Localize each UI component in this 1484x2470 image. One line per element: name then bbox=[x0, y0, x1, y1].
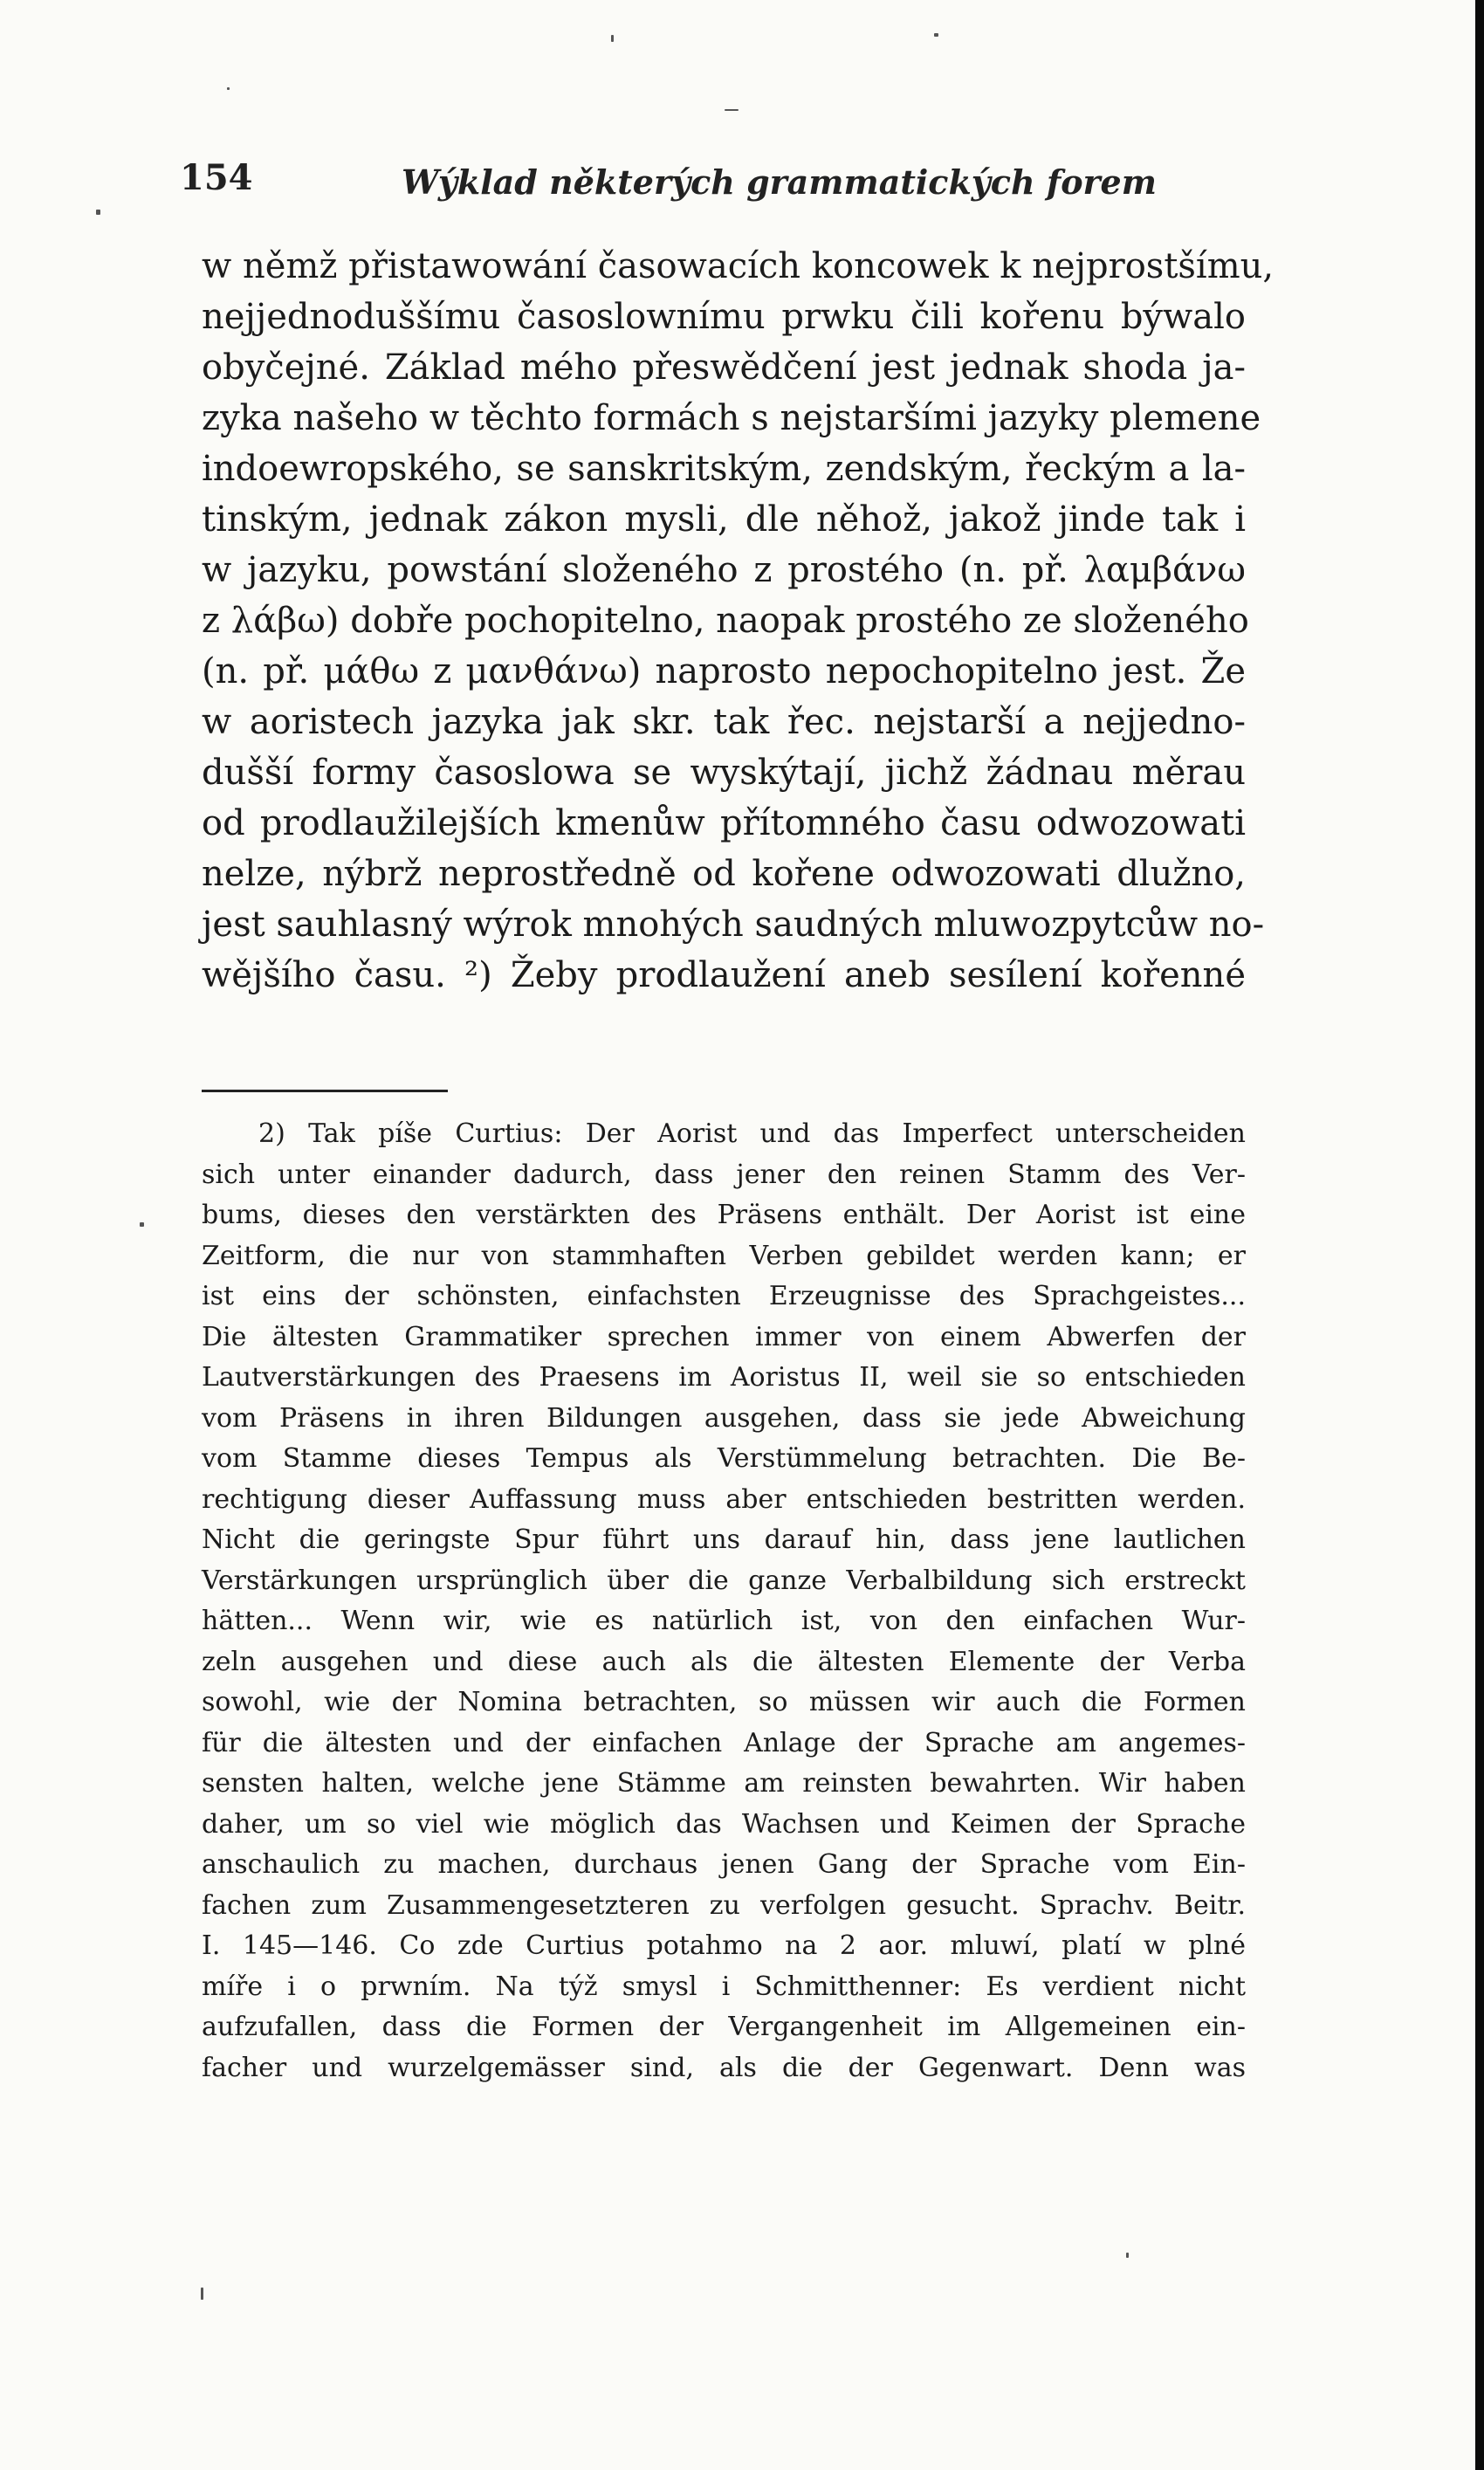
footnote-line: sowohl, wie der Nomina betrachten, so müssen wir auch die Formen bbox=[202, 1687, 1246, 1717]
body-line: od prodlaužilejších kmenůw přítomného času odwozowati bbox=[202, 803, 1246, 843]
body-line: wějšího času. ²) Žeby prodlaužení aneb sesílení kořenné bbox=[202, 955, 1246, 995]
page-number: 154 bbox=[180, 157, 253, 198]
body-line: dušší formy časoslowa se wyskýtají, jichž žádnau měrau bbox=[202, 753, 1246, 793]
body-line: z λάβω) dobře pochopitelno, naopak prostého ze složeného bbox=[202, 601, 1249, 641]
footnote-line: für die ältesten und der einfachen Anlage der Sprache am angemes- bbox=[202, 1727, 1246, 1758]
footnote-line: Verstärkungen ursprünglich über die ganze Verbalbildung sich erstreckt bbox=[202, 1565, 1246, 1596]
body-line: w aoristech jazyka jak skr. tak řec. nejstarší a nejjedno- bbox=[202, 702, 1246, 742]
footnote-line: ist eins der schönsten, einfachsten Erzeugnisse des Sprachgeistes... bbox=[202, 1281, 1246, 1311]
body-text bbox=[202, 241, 1274, 1001]
footnote-line: vom Präsens in ihren Bildungen ausgehen, dass sie jede Abweichung bbox=[202, 1402, 1246, 1434]
footnote-line: 2) Tak píše Curtius: Der Aorist und das Imperfect unterscheiden bbox=[258, 1118, 1246, 1149]
footnote-line: daher, um so viel wie möglich das Wachsen und Keimen der Sprache bbox=[202, 1808, 1246, 1840]
body-line: w jazyku, powstání složeného z prostého (n. př. λαμβάνω bbox=[202, 550, 1246, 590]
footnote-line: zeln ausgehen und diese auch als die ältesten Elemente der Verba bbox=[202, 1646, 1246, 1677]
footnote-line: anschaulich zu machen, durchaus jenen Gang der Sprache vom Ein- bbox=[202, 1849, 1246, 1880]
footnote-line: hätten... Wenn wir, wie es natürlich ist, von den einfachen Wur- bbox=[202, 1606, 1246, 1636]
footnote-line: bums, dieses den verstärkten des Präsens enthält. Der Aorist ist eine bbox=[202, 1200, 1246, 1230]
body-line: (n. př. μάθω z μανθάνω) naprosto nepochopitelno jest. Že bbox=[202, 651, 1246, 691]
body-line: jest sauhlasný wýrok mnohých saudných mluwozpytcůw no- bbox=[202, 905, 1265, 945]
footnote-line: vom Stamme dieses Tempus als Verstümmelung betrachten. Die Be- bbox=[202, 1443, 1246, 1474]
footnote-line: fachen zum Zusammengesetzteren zu verfolgen gesucht. Sprachv. Beitr. bbox=[202, 1889, 1246, 1921]
footnote-line: rechtigung dieser Auffassung muss aber entschieden bestritten werden. bbox=[202, 1483, 1246, 1515]
footnote-line: facher und wurzelgemässer sind, als die der Gegenwart. Denn was bbox=[202, 2052, 1246, 2083]
scan-border bbox=[1475, 0, 1484, 2470]
body-line: w němž přistawowání časowacích koncowek k nejprostšímu, bbox=[202, 246, 1274, 286]
footnote-line: sich unter einander dadurch, dass jener den reinen Stamm des Ver- bbox=[202, 1159, 1246, 1190]
footnote-line: Nicht die geringste Spur führt uns darauf hin, dass jene lautlichen bbox=[202, 1524, 1246, 1555]
footnote-line: sensten halten, welche jene Stämme am reinsten bewahrten. Wir haben bbox=[202, 1768, 1246, 1799]
footnote-line: I. 145—146. Co zde Curtius potahmo na 2 aor. mluwí, platí w plné bbox=[202, 1930, 1246, 1961]
footnote bbox=[202, 1114, 1246, 2088]
footnote-line: Zeitform, die nur von stammhaften Verben gebildet werden kann; er bbox=[202, 1240, 1246, 1271]
body-line: indoewropského, se sanskritským, zendským, řeckým a la- bbox=[202, 449, 1246, 489]
footnote-line: Lautverstärkungen des Praesens im Aoristus II, weil sie so entschieden bbox=[202, 1362, 1246, 1393]
body-line: tinským, jednak zákon mysli, dle něhož, jakož jinde tak i bbox=[202, 499, 1246, 540]
body-line: obyčejné. Základ mého přeswědčení jest jednak shoda ja- bbox=[202, 347, 1246, 388]
footnote-line: aufzufallen, dass die Formen der Vergangenheit im Allgemeinen ein- bbox=[202, 2012, 1246, 2042]
footnote-divider bbox=[202, 1090, 448, 1092]
running-head: Wýklad některých grammatických forem bbox=[402, 162, 1157, 202]
body-line: nejjednoduššímu časoslownímu prwku čili kořenu býwalo bbox=[202, 297, 1246, 337]
footnote-line: míře i o prwním. Na týž smysl i Schmitthenner: Es verdient nicht bbox=[202, 1971, 1246, 2002]
body-line: nelze, nýbrž neprostředně od kořene odwozowati dlužno, bbox=[202, 854, 1246, 894]
body-line: zyka našeho w těchto formách s nejstaršími jazyky plemene bbox=[202, 398, 1261, 438]
footnote-line: Die ältesten Grammatiker sprechen immer von einem Abwerfen der bbox=[202, 1321, 1246, 1352]
